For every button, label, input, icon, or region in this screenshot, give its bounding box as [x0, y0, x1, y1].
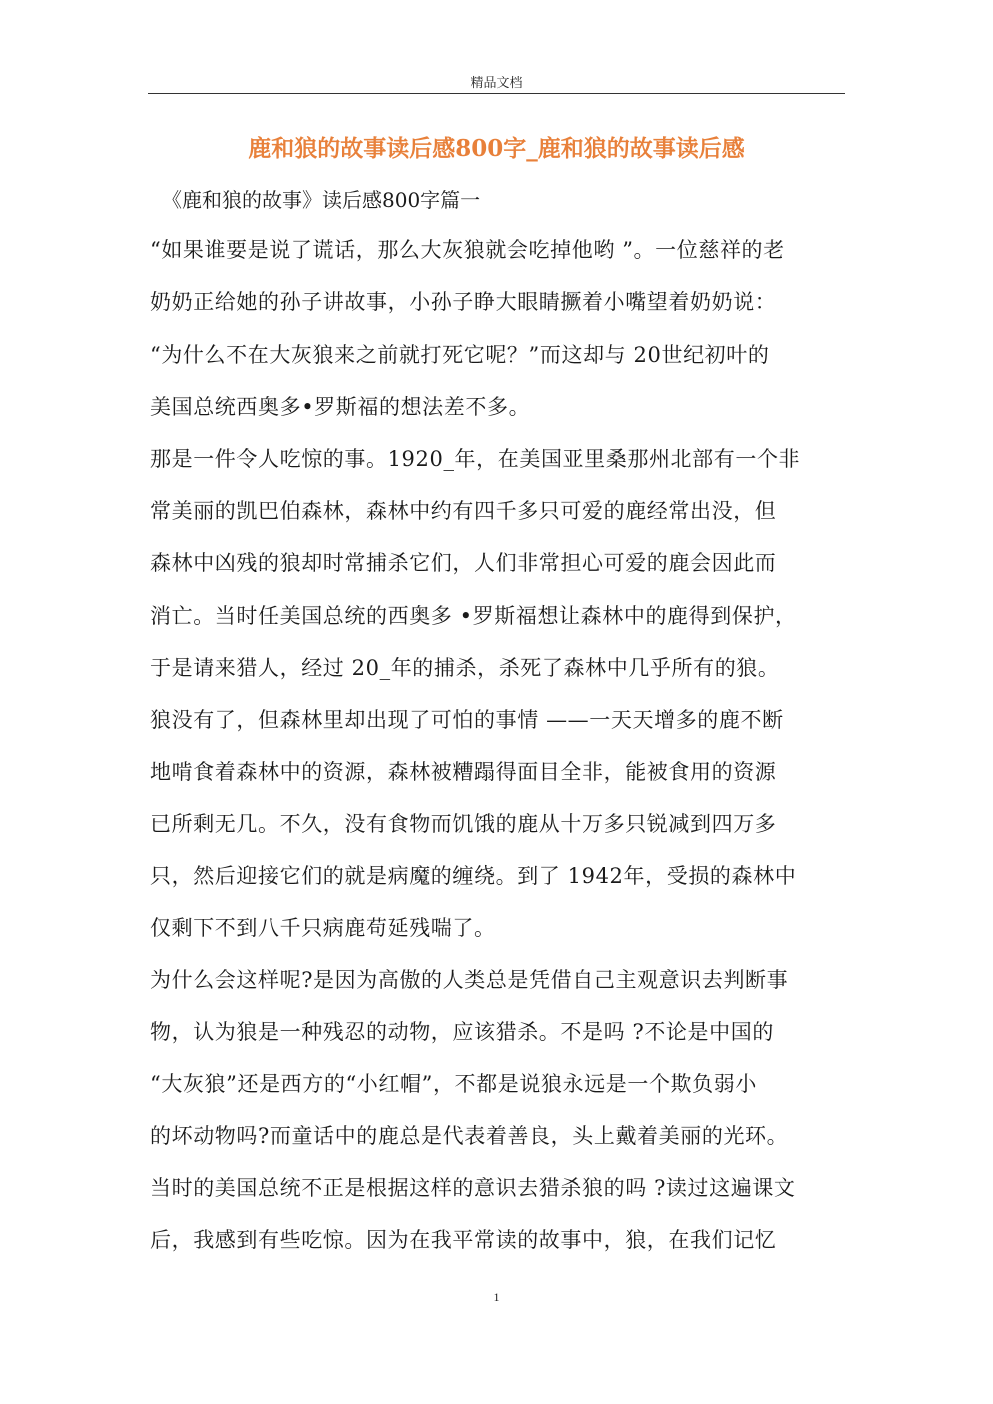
body-line: “为什么不在大灰狼来之前就打死它呢？”而这却与 20世纪初叶的	[150, 343, 770, 367]
body-line: 已所剩无几。不久，没有食物而饥饿的鹿从十万多只锐减到四万多	[150, 812, 777, 836]
body-line: “大灰狼”还是西方的“小红帽”，不都是说狼永远是一个欺负弱小	[150, 1072, 757, 1096]
body-line: 物，认为狼是一种残忍的动物，应该猎杀。不是吗 ?不论是中国的	[150, 1020, 774, 1044]
body-line: 当时的美国总统不正是根据这样的意识去猎杀狼的吗 ?读过这遍课文	[150, 1176, 796, 1200]
body-line: 后，我感到有些吃惊。因为在我平常读的故事中，狼，在我们记忆	[150, 1228, 777, 1252]
body-line: 于是请来猎人，经过 20_年的捕杀，杀死了森林中几乎所有的狼。	[150, 656, 780, 680]
body-line: 消亡。当时任美国总统的西奥多 •罗斯福想让森林中的鹿得到保护，	[150, 604, 797, 628]
body-line: 美国总统西奥多•罗斯福的想法差不多。	[150, 395, 531, 419]
body-line: 的坏动物吗?而童话中的鹿总是代表着善良，头上戴着美丽的光环。	[150, 1124, 789, 1148]
body-line: “如果谁要是说了谎话，那么大灰狼就会吃掉他哟 ”。一位慈祥的老	[150, 238, 785, 262]
header-divider	[148, 93, 845, 94]
page-number: 1	[493, 1290, 500, 1304]
body-line: 奶奶正给她的孙子讲故事，小孙子睁大眼睛撅着小嘴望着奶奶说：	[150, 290, 777, 314]
document-title: 鹿和狼的故事读后感800字_鹿和狼的故事读后感	[248, 135, 745, 162]
body-line: 地啃食着森林中的资源，森林被糟蹋得面目全非，能被食用的资源	[150, 760, 777, 784]
section-subheading: 《鹿和狼的故事》读后感800字篇一	[162, 188, 481, 212]
body-line: 狼没有了，但森林里却出现了可怕的事情 ——一天天增多的鹿不断	[150, 708, 784, 732]
body-line: 那是一件令人吃惊的事。1920_年，在美国亚里桑那州北部有一个非	[150, 447, 801, 471]
page-header: 精品文档	[470, 76, 523, 91]
body-line: 常美丽的凯巴伯森林，森林中约有四千多只可爱的鹿经常出没，但	[150, 499, 777, 523]
body-line: 只，然后迎接它们的就是病魔的缠绕。到了 1942年，受损的森林中	[150, 864, 797, 888]
body-line: 森林中凶残的狼却时常捕杀它们，人们非常担心可爱的鹿会因此而	[150, 551, 777, 575]
body-line: 为什么会这样呢?是因为高傲的人类总是凭借自己主观意识去判断事	[150, 968, 789, 992]
body-line: 仅剩下不到八千只病鹿苟延残喘了。	[150, 916, 496, 940]
